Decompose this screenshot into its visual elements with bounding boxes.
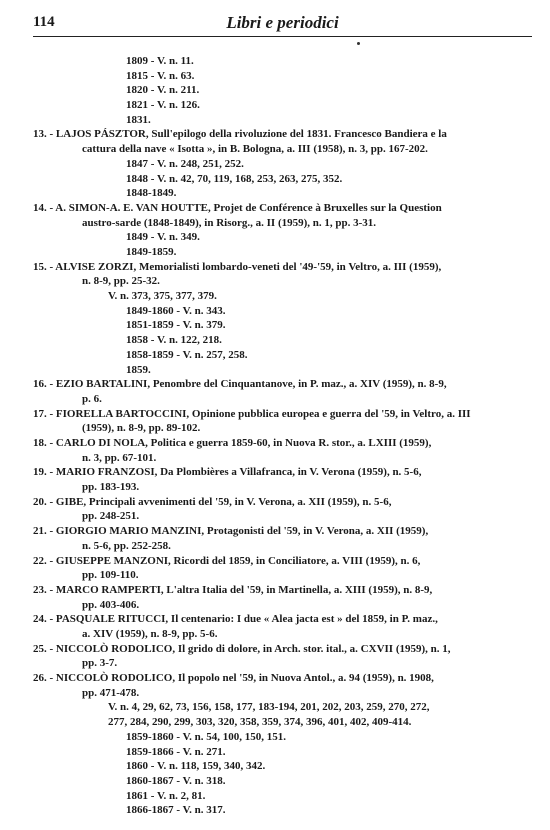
text-line: 1866-1867 - V. n. 317. [126, 804, 226, 816]
text-line: 13. - LAJOS PÁSZTOR, Sull'epilogo della rivoluzione del 1831. Francesco Bandiera e la [33, 128, 447, 140]
text-line: 26. - NICCOLÒ RODOLICO, Il popolo nel '59, in Nuova Antol., a. 94 (1959), n. 1908, [33, 672, 434, 684]
text-line: austro-sarde (1848-1849), in Risorg., a. II (1959), n. 1, pp. 3-31. [82, 217, 377, 229]
text-line: cattura della nave « Isotta », in B. Bologna, a. III (1958), n. 3, pp. 167-202. [82, 143, 428, 155]
text-line: 1847 - V. n. 248, 251, 252. [126, 158, 244, 170]
text-line: 1821 - V. n. 126. [126, 99, 200, 111]
text-line: 1849-1860 - V. n. 343. [126, 305, 226, 317]
text-line: (1959), n. 8-9, pp. 89-102. [82, 422, 201, 434]
text-line: 1831. [126, 114, 151, 126]
text-line: 20. - GIBE, Principali avvenimenti del '59, in V. Verona, a. XII (1959), n. 5-6, [33, 496, 392, 508]
text-line: 1820 - V. n. 211. [126, 84, 200, 96]
text-line: pp. 403-406. [82, 599, 140, 611]
text-line: 24. - PASQUALE RITUCCI, Il centenario: I due « Alea jacta est » del 1859, in P. maz., [33, 613, 438, 625]
text-line: 277, 284, 290, 299, 303, 320, 358, 359, 374, 396, 401, 402, 409-414. [108, 716, 412, 728]
text-line: n. 8-9, pp. 25-32. [82, 275, 160, 287]
text-line: 21. - GIORGIO MARIO MANZINI, Protagonisti del '59, in V. Verona, a. XII (1959), [33, 525, 429, 537]
text-line: 1860 - V. n. 118, 159, 340, 342. [126, 760, 266, 772]
text-line: 22. - GIUSEPPE MANZONI, Ricordi del 1859, in Conciliatore, a. VIII (1959), n. 6, [33, 555, 421, 567]
text-line: 1859-1860 - V. n. 54, 100, 150, 151. [126, 731, 287, 743]
text-line: 1851-1859 - V. n. 379. [126, 319, 226, 331]
text-line: 1815 - V. n. 63. [126, 70, 195, 82]
ink-dot [357, 42, 360, 45]
text-line: 14. - A. SIMON-A. E. VAN HOUTTE, Projet de Conférence à Bruxelles sur la Question [33, 202, 442, 214]
text-line: 17. - FIORELLA BARTOCCINI, Opinione pubblica europea e guerra del '59, in Veltro, a. III [33, 408, 471, 420]
text-line: V. n. 4, 29, 62, 73, 156, 158, 177, 183-194, 201, 202, 203, 259, 270, 272, [108, 701, 430, 713]
text-line: pp. 183-193. [82, 481, 140, 493]
text-line: pp. 248-251. [82, 510, 140, 522]
text-line: 1858 - V. n. 122, 218. [126, 334, 222, 346]
text-line: 25. - NICCOLÒ RODOLICO, Il grido di dolore, in Arch. stor. ital., a. CXVII (1959), n. 1, [33, 643, 451, 655]
text-line: 1849 - V. n. 349. [126, 231, 200, 243]
text-line: 1860-1867 - V. n. 318. [126, 775, 226, 787]
text-line: 1809 - V. n. 11. [126, 55, 194, 67]
text-line: p. 6. [82, 393, 102, 405]
text-line: 15. - ALVISE ZORZI, Memorialisti lombardo-veneti del '49-'59, in Veltro, a. III (1959), [33, 261, 442, 273]
text-line: pp. 471-478. [82, 687, 140, 699]
text-line: 1848-1849. [126, 187, 177, 199]
text-line: 16. - EZIO BARTALINI, Penombre del Cinquantanove, in P. maz., a. XIV (1959), n. 8-9, [33, 378, 447, 390]
text-line: 18. - CARLO DI NOLA, Politica e guerra 1859-60, in Nuova R. stor., a. LXIII (1959), [33, 437, 432, 449]
text-line: pp. 109-110. [82, 569, 139, 581]
text-line: pp. 3-7. [82, 657, 118, 669]
text-line: n. 3, pp. 67-101. [82, 452, 157, 464]
text-line: 1858-1859 - V. n. 257, 258. [126, 349, 248, 361]
running-title: Libri e periodici [226, 13, 339, 32]
text-line: 23. - MARCO RAMPERTI, L'altra Italia del '59, in Martinella, a. XIII (1959), n. 8-9, [33, 584, 433, 596]
text-line: 1848 - V. n. 42, 70, 119, 168, 253, 263, 275, 352. [126, 173, 343, 185]
text-line: 1849-1859. [126, 246, 177, 258]
text-line: 1859. [126, 364, 151, 376]
text-line: n. 5-6, pp. 252-258. [82, 540, 171, 552]
text-line: 19. - MARIO FRANZOSI, Da Plombières a Villafranca, in V. Verona (1959), n. 5-6, [33, 466, 422, 478]
text-line: a. XIV (1959), n. 8-9, pp. 5-6. [82, 628, 218, 640]
running-header [33, 10, 532, 37]
text-line: 1861 - V. n. 2, 81. [126, 790, 206, 802]
text-line: V. n. 373, 375, 377, 379. [108, 290, 217, 302]
page-number: 114 [33, 14, 55, 30]
text-line: 1859-1866 - V. n. 271. [126, 746, 226, 758]
